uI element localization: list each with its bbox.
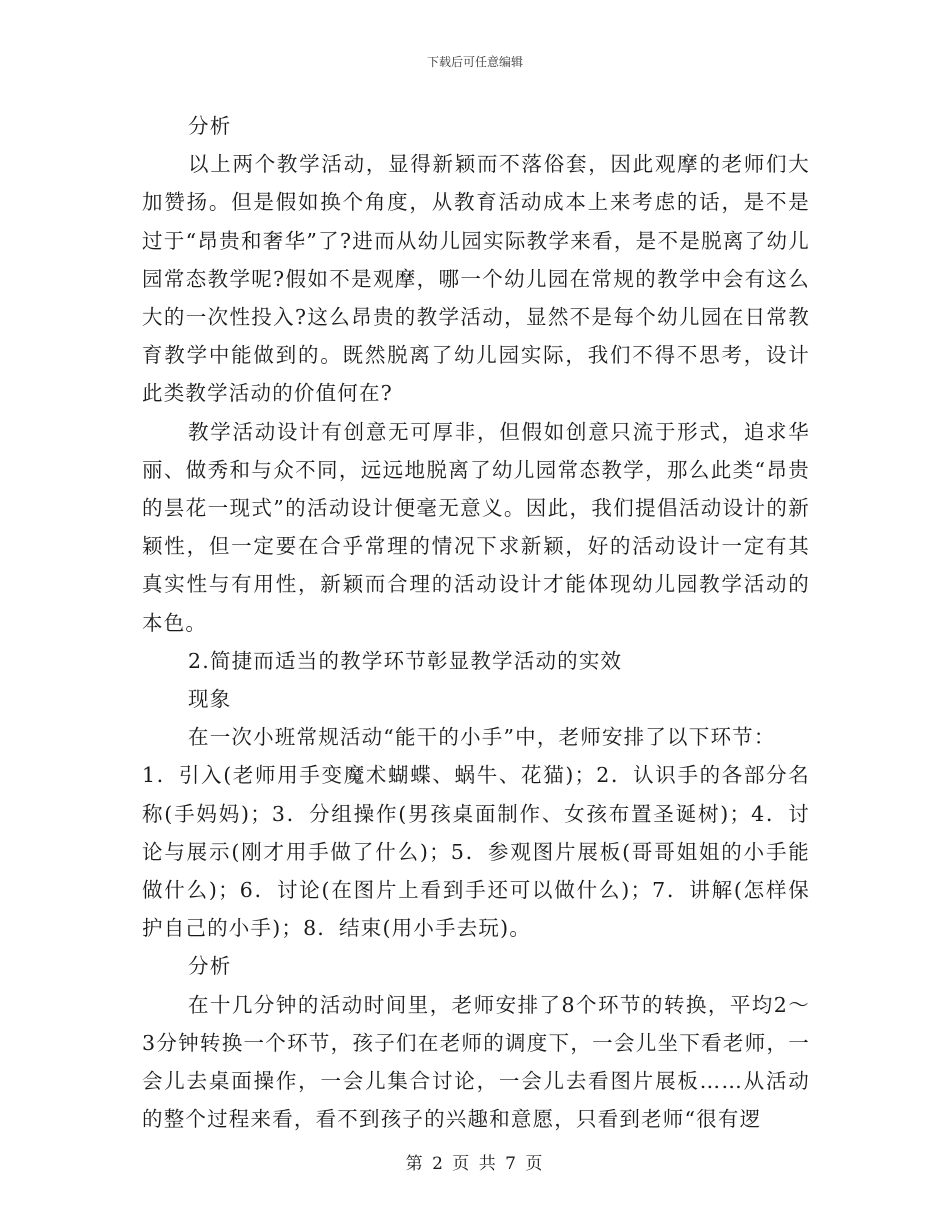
paragraph: 在十几分钟的活动时间里，老师安排了8个环节的转换，平均2～3分钟转换一个环节，孩子们在老师的调度下，一会儿坐下看老师，一会儿去桌面操作，一会儿集合讨论，一会儿去看图片展板……从活动的整个过程来看，看不到孩子的兴趣和意愿，只看到老师“很有逻 xyxy=(142,992,810,1132)
paragraph-heading-analysis: 分析 xyxy=(188,954,232,979)
paragraph: 在一次小班常规活动“能干的小手”中，老师安排了以下环节： xyxy=(188,725,776,750)
page-header: 下载后可任意编辑 xyxy=(426,55,523,69)
document-body xyxy=(142,107,810,1138)
paragraph: 教学活动设计有创意无可厚非，但假如创意只流于形式，追求华丽、做秀和与众不同，远远地脱离了幼儿园常态教学，那么此类“昂贵的昙花一现式”的活动设计便毫无意义。因此，我们提倡活动设计的新颖性，但一定要在合乎常理的情况下求新颖，好的活动设计一定有其真实性与有用性，新颖而合理的活动设计才能体现幼儿园教学活动的本色。 xyxy=(142,419,810,635)
paragraph: 以上两个教学活动，显得新颖而不落俗套，因此观摩的老师们大加赞扬。但是假如换个角度，从教育活动成本上来考虑的话，是不是过于“昂贵和奢华”了?进而从幼儿园实际教学来看，是不是脱离了幼儿园常态教学呢?假如不是观摩，哪一个幼儿园在常规的教学中会有这么大的一次性投入?这么昂贵的教学活动，显然不是每个幼儿园在日常教育教学中能做到的。既然脱离了幼儿园实际，我们不得不思考，设计此类教学活动的价值何在? xyxy=(142,152,810,406)
paragraph-heading-analysis: 分析 xyxy=(188,114,232,138)
paragraph-list: 1．引入(老师用手变魔术蝴蝶、蜗牛、花猫)；2．认识手的各部分名称(手妈妈)；3．分组操作(男孩桌面制作、女孩布置圣诞树)；4．讨论与展示(刚才用手做了什么)；5．参观图片展板(哥哥姐姐的小手能做什么)；6．讨论(在图片上看到手还可以做什么)；7．讲解(怎样保护自己的小手)；8．结束(用小手去玩)。 xyxy=(142,763,810,941)
page-number: 第 2 页 共 7 页 xyxy=(405,1154,545,1174)
section-heading: 2.简捷而适当的教学环节彰显教学活动的实效 xyxy=(188,648,623,673)
paragraph-heading-phenomenon: 现象 xyxy=(188,687,232,712)
